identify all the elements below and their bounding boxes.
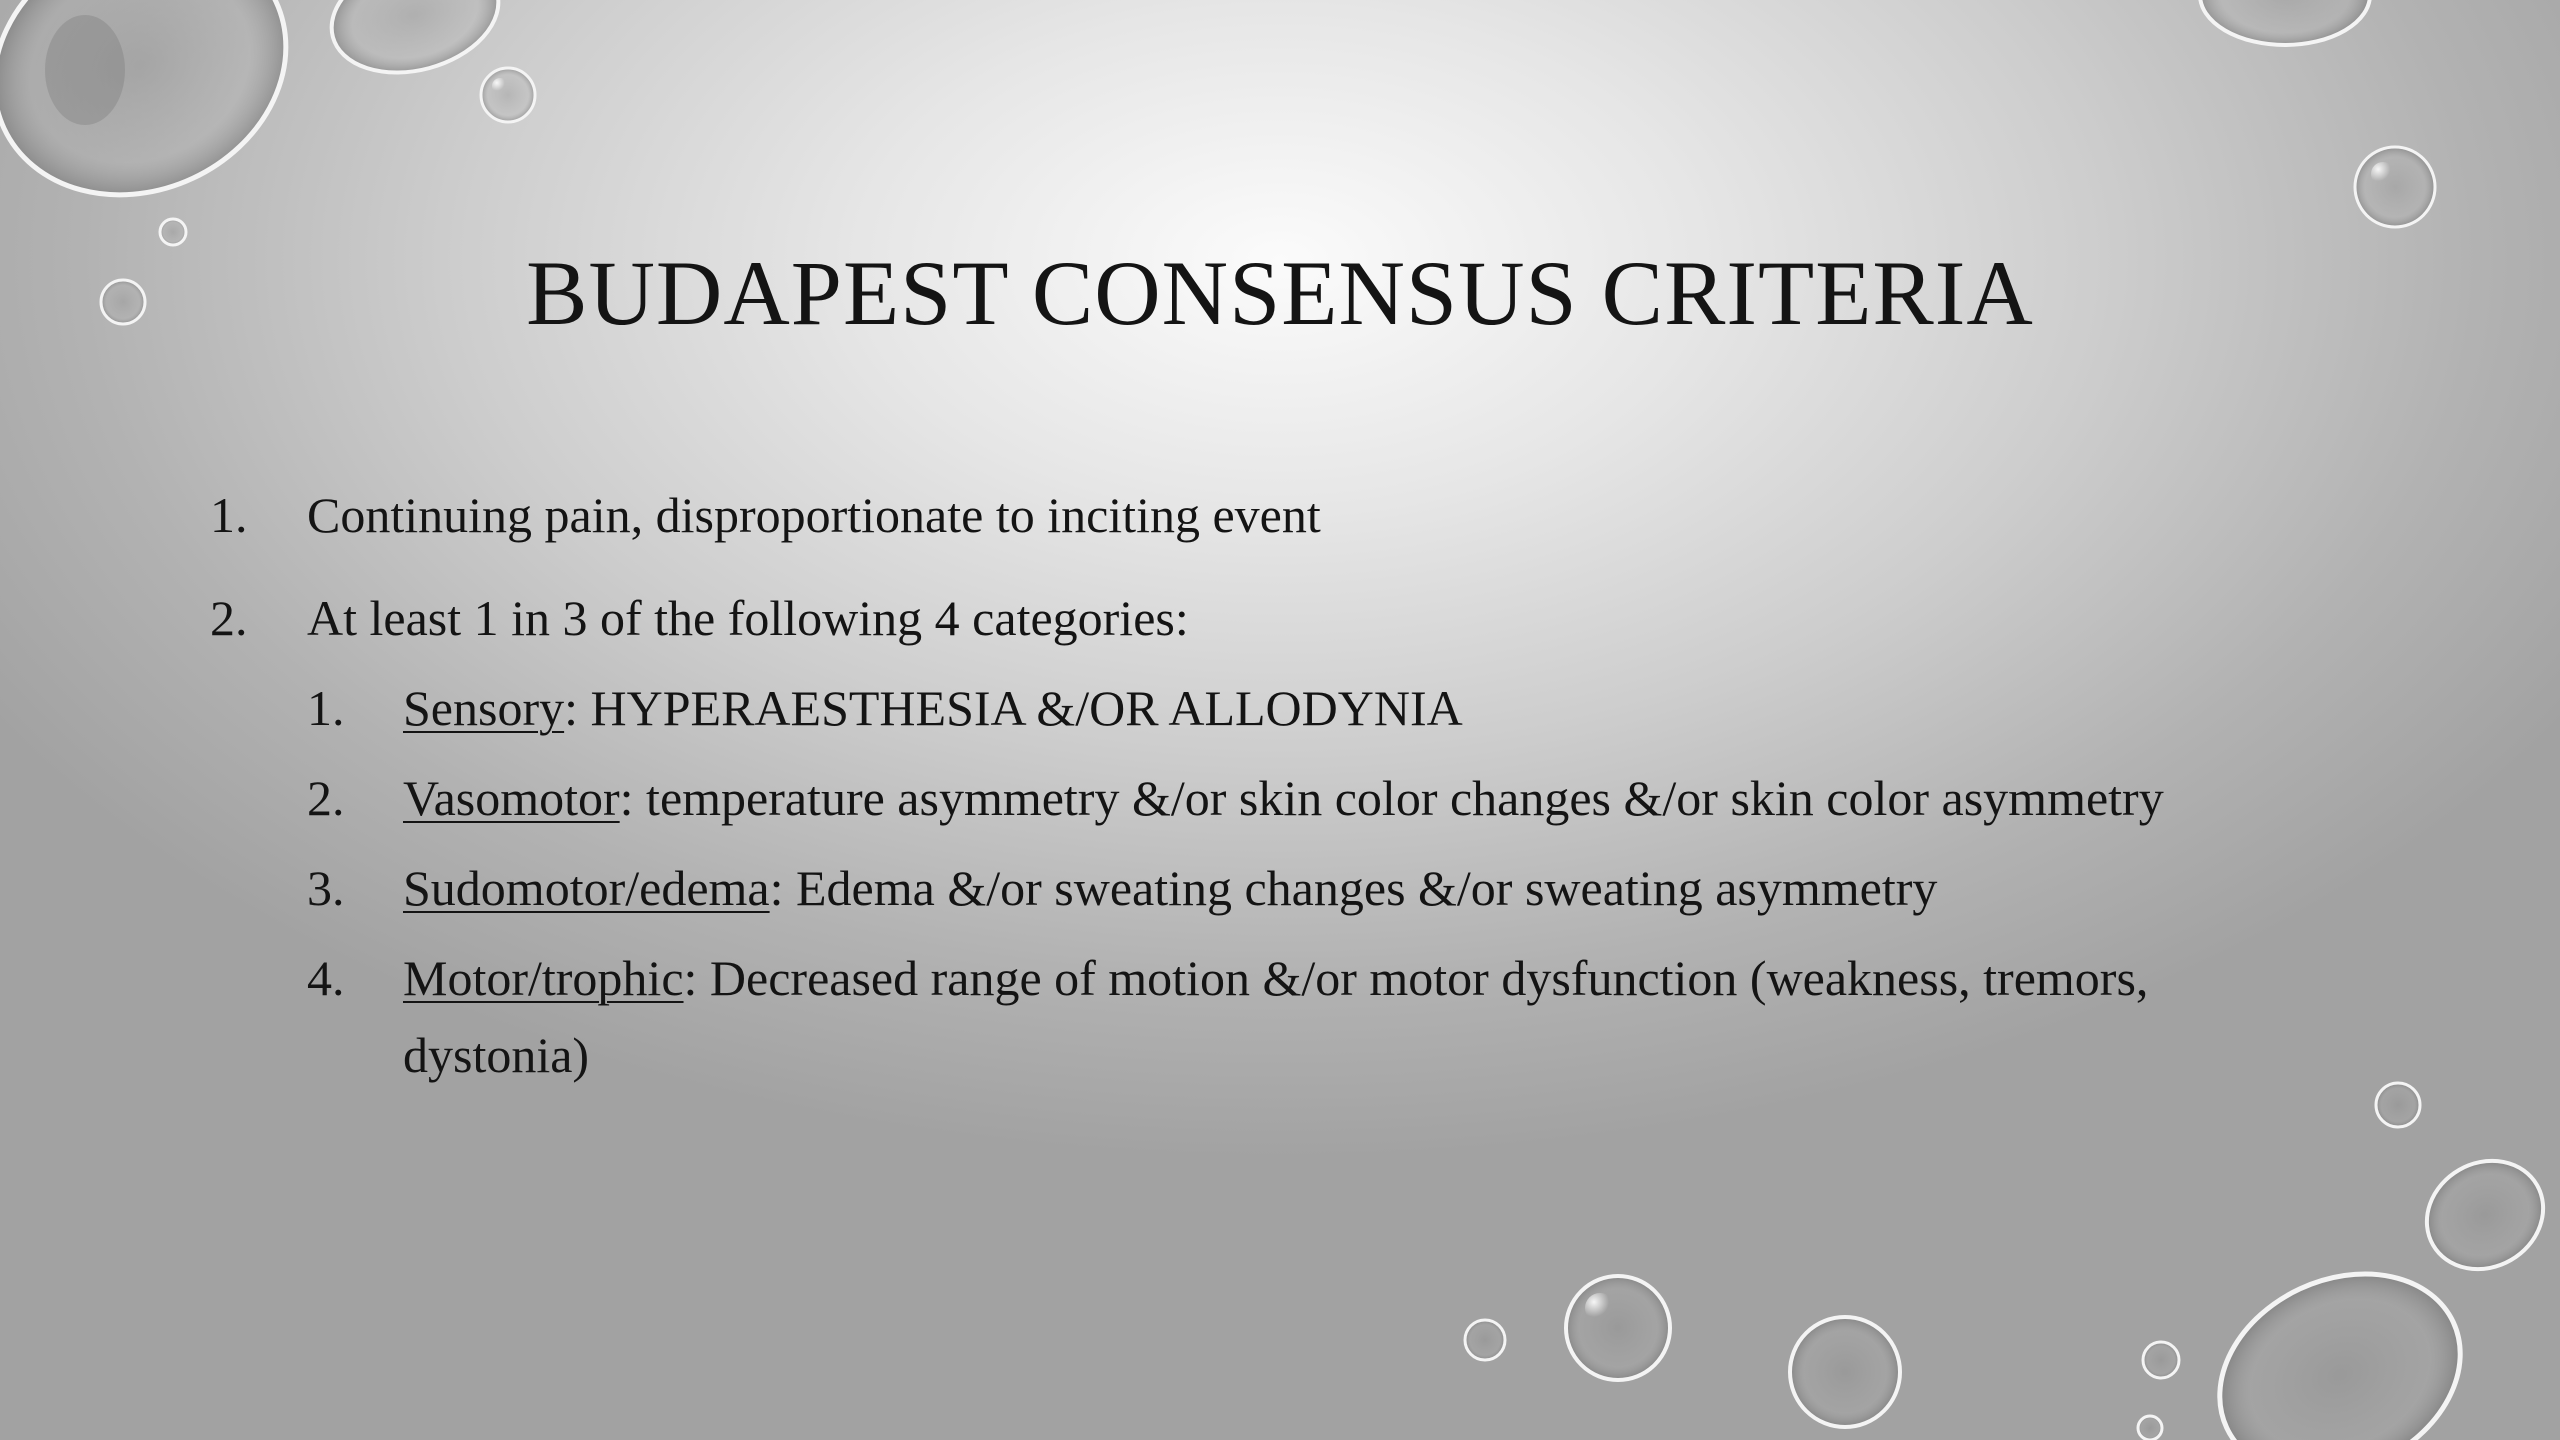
subcriterion-number: 2. — [307, 770, 345, 826]
criterion-text: Continuing pain, disproportionate to inciting event — [307, 487, 1321, 543]
category-description: : temperature asymmetry &/or skin color changes &/or skin color asymmetry — [619, 770, 2164, 826]
criterion-number: 2. — [210, 590, 248, 646]
category-label: Sudomotor/edema — [403, 860, 770, 916]
category-label: Sensory — [403, 680, 565, 736]
category-label: Motor/trophic — [403, 950, 684, 1006]
subcriterion-number: 3. — [307, 860, 345, 916]
slide-title: BUDAPEST CONSENSUS CRITERIA — [526, 242, 2034, 344]
category-description-continued: dystonia) — [403, 1027, 590, 1083]
category-label: Vasomotor — [403, 770, 620, 826]
category-description: : Decreased range of motion &/or motor dysfunction (weakness, tremors, — [683, 950, 2149, 1006]
criterion-number: 1. — [210, 487, 248, 543]
category-description: : Edema &/or sweating changes &/or sweating asymmetry — [769, 860, 1938, 916]
category-description: : HYPERAESTHESIA &/OR ALLODYNIA — [564, 680, 1463, 736]
criterion-text: At least 1 in 3 of the following 4 categories: — [307, 590, 1189, 646]
subcriterion-number: 4. — [307, 950, 345, 1006]
subcriterion-number: 1. — [307, 680, 345, 736]
